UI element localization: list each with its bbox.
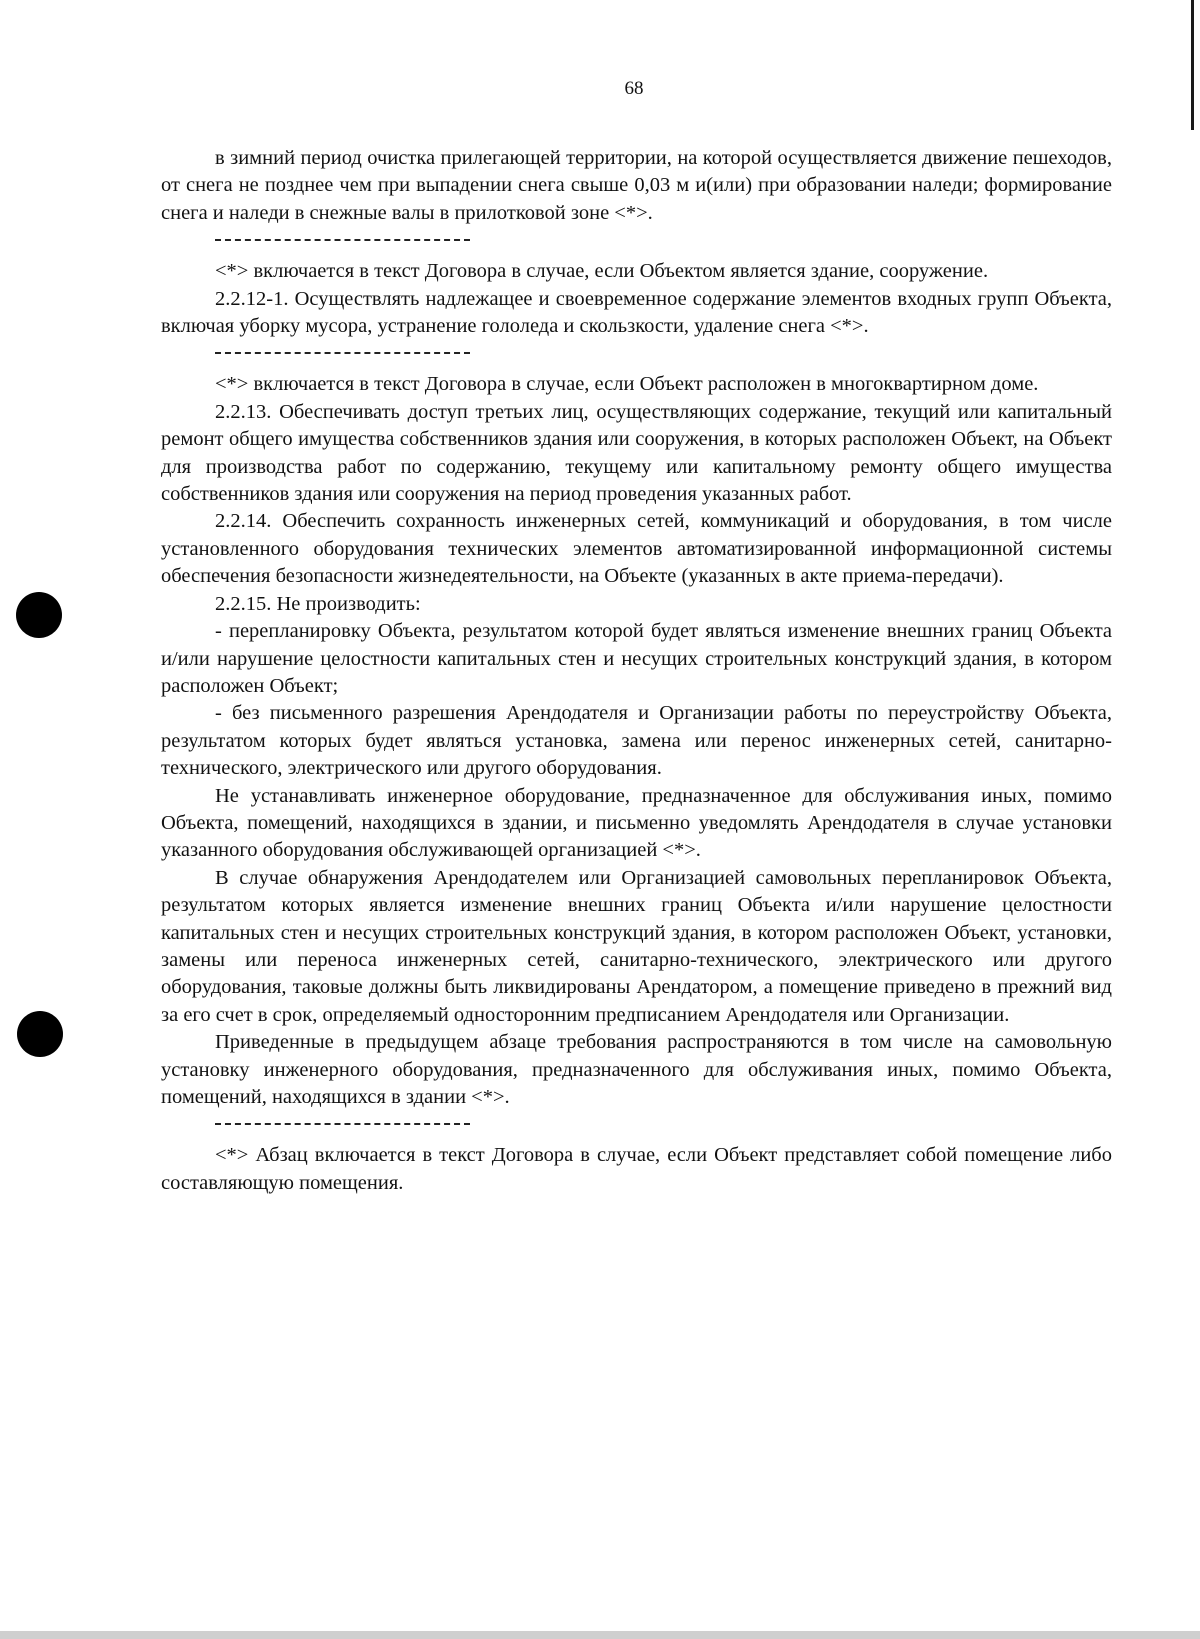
scan-bottom-edge (0, 1631, 1200, 1639)
punch-hole-mark (16, 592, 62, 638)
paragraph: в зимний период очистка прилегающей территории, на которой осуществляется движение пешеходов, от снега не позднее чем при выпадении снега свыше 0,03 м и(или) при образовании наледи; формирование снега и наледи в снежные валы в прилотковой зоне <*>. (161, 147, 1112, 224)
document-body (161, 145, 1112, 1197)
paragraph: - перепланировку Объекта, результатом которой будет являться изменение внешних границ Объекта и/или нарушение целостности капитальных стен и несущих строительных конструкций здания, в котором расположен Объект; (161, 620, 1112, 697)
paragraph: - без письменного разрешения Арендодателя и Организации работы по переустройству Объекта, результатом которых будет являться установка, замена или перенос инженерных сетей, санитарно-технического, электрического или другого оборудования. (161, 702, 1112, 780)
paragraph: 2.2.14. Обеспечить сохранность инженерных сетей, коммуникаций и оборудования, в том числе установленного оборудования технических элементов автоматизированной информационной системы обеспечения безопасности жизнедеятельности, на Объекте (указанных в акте приема-передачи). (161, 510, 1112, 588)
paragraph: В случае обнаружения Арендодателем или Организацией самовольных перепланировок Объекта, результатом которых является изменение внешних границ Объекта и/или нарушение целостности капитальных стен и несущих строительных конструкций здания, в котором расположен Объект, установки, замены или переноса инженерных сетей, санитарно-технического, электрического или другого оборудования, таковые должны быть ликвидированы Арендатором, а помещение приведено в прежний вид за его счет в срок, определяемый односторонним предписанием Арендодателя или Организации. (161, 866, 1112, 1026)
footnote-separator (215, 352, 470, 354)
scan-edge-line (1191, 0, 1194, 130)
paragraph: 2.2.15. Не производить: (215, 592, 421, 615)
paragraph: Приведенные в предыдущем абзаце требования распространяются в том числе на самовольную установку инженерного оборудования, предназначенного для обслуживания иных, помимо Объекта, помещений, находящихся в здании <*>. (161, 1031, 1112, 1108)
paragraph: <*> включается в текст Договора в случае, если Объект расположен в многоквартирном доме. (215, 373, 1039, 396)
punch-hole-mark (17, 1011, 63, 1057)
footnote-separator (215, 1123, 470, 1125)
paragraph: Не устанавливать инженерное оборудование, предназначенное для обслуживания иных, помимо Объекта, помещений, находящихся в здании, и письменно уведомлять Арендодателя в случае установки указанного оборудования обслуживающей организацией <*>. (161, 784, 1112, 862)
paragraph: <*> Абзац включается в текст Договора в случае, если Объект представляет собой помещение либо составляющую помещения. (161, 1144, 1112, 1194)
footnote-separator (215, 239, 470, 241)
page-number: 68 (624, 78, 644, 99)
paragraph: 2.2.13. Обеспечивать доступ третьих лиц, осуществляющих содержание, текущий или капитальный ремонт общего имущества собственников здания или сооружения, в которых расположен Объект, на Объект для производства работ по содержанию, текущему или капитальному ремонту общего имущества собственников здания или сооружения на период проведения указанных работ. (161, 400, 1112, 506)
paragraph: <*> включается в текст Договора в случае, если Объектом является здание, сооружение. (215, 260, 989, 283)
paragraph: 2.2.12-1. Осуществлять надлежащее и своевременное содержание элементов входных групп Объекта, включая уборку мусора, устранение гололеда и скользкости, удаление снега <*>. (161, 287, 1112, 338)
